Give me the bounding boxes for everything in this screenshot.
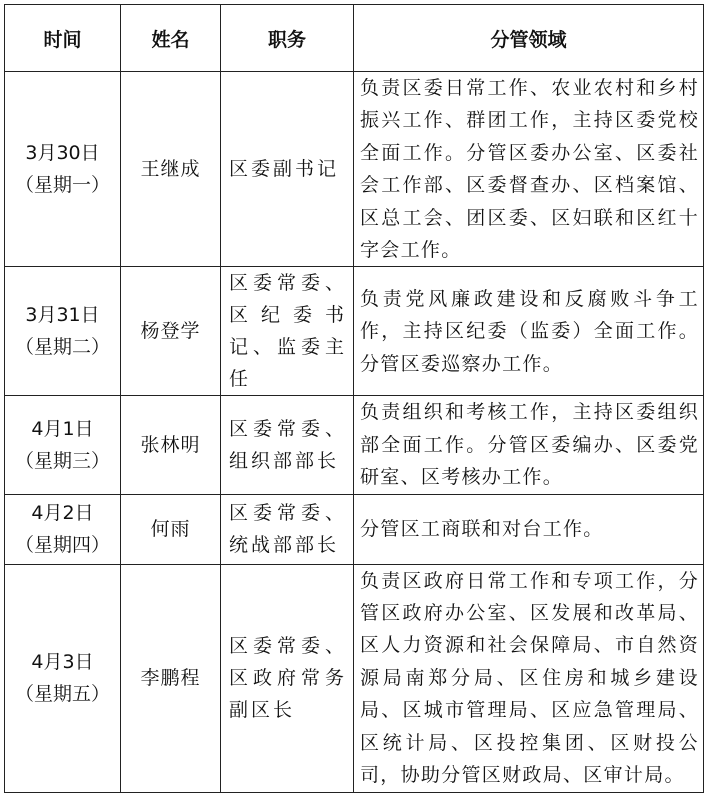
date-cell xyxy=(5,267,121,396)
schedule-table xyxy=(4,4,704,793)
table-row xyxy=(5,267,704,396)
header-scope: 分管领域 xyxy=(354,5,704,72)
date-text: 4月1日 xyxy=(31,418,94,441)
table-row xyxy=(5,396,704,494)
table-header-row xyxy=(5,5,704,72)
date-text: 3月31日 xyxy=(25,304,100,327)
position-cell: 区委常委、统战部部长 xyxy=(221,494,354,564)
weekday-text: （星期四） xyxy=(14,534,110,557)
date-cell xyxy=(5,396,121,494)
name-cell: 李鹏程 xyxy=(121,564,221,792)
position-cell: 区委常委、组织部部长 xyxy=(221,396,354,494)
date-text: 3月30日 xyxy=(25,142,100,165)
date-cell xyxy=(5,494,121,564)
scope-cell: 负责组织和考核工作，主持区委组织部全面工作。分管区委编办、区委党研室、区考核办工作。 xyxy=(354,396,704,494)
header-position: 职务 xyxy=(221,5,354,72)
weekday-text: （星期三） xyxy=(14,450,110,473)
header-name: 姓名 xyxy=(121,5,221,72)
name-cell: 杨登学 xyxy=(121,267,221,396)
weekday-text: （星期五） xyxy=(14,683,110,706)
weekday-text: （星期二） xyxy=(14,336,110,359)
scope-cell: 分管区工商联和对台工作。 xyxy=(354,494,704,564)
scope-cell: 负责区委日常工作、农业农村和乡村振兴工作、群团工作，主持区委党校全面工作。分管区委办公室、区委社会工作部、区委督查办、区档案馆、区总工会、团区委、区妇联和区红十字会工作。 xyxy=(354,72,704,267)
scope-cell: 负责区政府日常工作和专项工作，分管区政府办公室、区发展和改革局、区人力资源和社会保障局、市自然资源局南郑分局、区住房和城乡建设局、区城市管理局、区应急管理局、区统计局、区投控集团、区财投公司，协助分管区财政局、区审计局。 xyxy=(354,564,704,792)
date-text: 4月2日 xyxy=(31,502,94,525)
header-time: 时间 xyxy=(5,5,121,72)
date-cell xyxy=(5,72,121,267)
position-cell: 区委常委、区政府常务副区长 xyxy=(221,564,354,792)
name-cell: 王继成 xyxy=(121,72,221,267)
weekday-text: （星期一） xyxy=(14,174,110,197)
scope-cell: 负责党风廉政建设和反腐败斗争工作，主持区纪委（监委）全面工作。分管区委巡察办工作。 xyxy=(354,267,704,396)
schedule-table-container xyxy=(4,4,704,793)
name-cell: 张林明 xyxy=(121,396,221,494)
table-row xyxy=(5,494,704,564)
table-row xyxy=(5,72,704,267)
position-cell: 区委副书记 xyxy=(221,72,354,267)
name-cell: 何雨 xyxy=(121,494,221,564)
date-text: 4月3日 xyxy=(31,651,94,674)
position-cell: 区委常委、区纪委书记、监委主任 xyxy=(221,267,354,396)
